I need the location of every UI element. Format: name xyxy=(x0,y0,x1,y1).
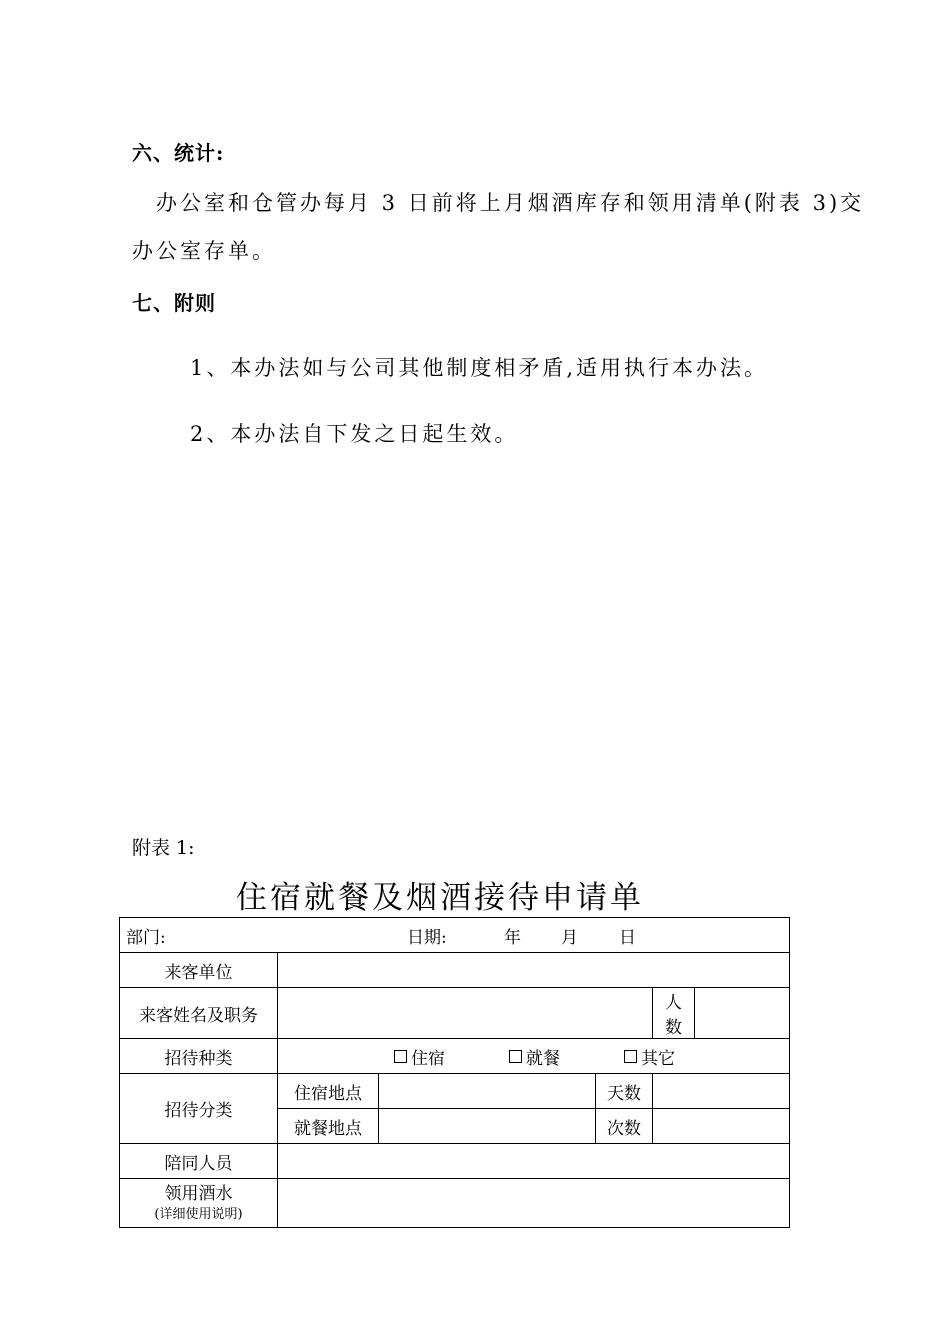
section-6-heading: 六、统计: xyxy=(132,141,225,165)
times-label: 次数 xyxy=(596,1109,653,1144)
form-row-header xyxy=(120,918,790,953)
form-row-reception-type xyxy=(120,1039,790,1074)
section-7-item-1: 1、本办法如与公司其他制度相矛盾,适用执行本办法。 xyxy=(190,356,769,380)
section-7-item-2: 2、本办法自下发之日起生效。 xyxy=(190,422,519,446)
dining-option-label: 就餐 xyxy=(526,1048,561,1069)
people-count-label: 人数 xyxy=(653,988,695,1039)
drinks-label-cell xyxy=(120,1179,278,1228)
drinks-label: 领用酒水 xyxy=(164,1183,233,1204)
form-row-drinks xyxy=(120,1179,790,1228)
form-row-guest-name xyxy=(120,988,790,1039)
other-option[interactable] xyxy=(624,1044,675,1069)
form-row-accompany xyxy=(120,1144,790,1179)
lodging-place-label: 住宿地点 xyxy=(278,1074,379,1109)
dining-place-label: 就餐地点 xyxy=(278,1109,379,1144)
reception-category-label: 招待分类 xyxy=(120,1074,278,1144)
guest-name-title-label: 来客姓名及职务 xyxy=(120,988,278,1039)
checkbox-icon[interactable] xyxy=(624,1050,637,1063)
times-field[interactable] xyxy=(653,1109,790,1144)
dining-place-field[interactable] xyxy=(379,1109,596,1144)
checkbox-icon[interactable] xyxy=(509,1050,522,1063)
form-title: 住宿就餐及烟酒接待申请单 xyxy=(236,880,644,916)
other-option-label: 其它 xyxy=(641,1048,676,1069)
drinks-note-label: (详细使用说明) xyxy=(154,1206,243,1222)
reception-type-options xyxy=(278,1039,790,1074)
department-label: 部门: xyxy=(126,927,166,948)
form-row-lodging xyxy=(120,1074,790,1109)
day-label: 日 xyxy=(619,927,636,948)
form-row-guest-unit xyxy=(120,953,790,988)
year-label: 年 xyxy=(504,927,521,948)
days-label: 天数 xyxy=(596,1074,653,1109)
lodging-option[interactable] xyxy=(394,1044,445,1069)
lodging-place-field[interactable] xyxy=(379,1074,596,1109)
section-7-heading: 七、附则 xyxy=(132,291,216,315)
checkbox-icon[interactable] xyxy=(394,1050,407,1063)
month-label: 月 xyxy=(561,927,578,948)
guest-name-title-field[interactable] xyxy=(278,988,653,1039)
reception-request-form xyxy=(119,917,790,1228)
guest-unit-field[interactable] xyxy=(278,953,790,988)
appendix-label: 附表 1: xyxy=(132,837,195,859)
people-count-field[interactable] xyxy=(695,988,790,1039)
accompany-field[interactable] xyxy=(278,1144,790,1179)
accompany-label: 陪同人员 xyxy=(120,1144,278,1179)
reception-type-label: 招待种类 xyxy=(120,1039,278,1074)
section-6-paragraph-line-1: 办公室和仓管办每月 3 日前将上月烟酒库存和领用清单(附表 3)交 xyxy=(156,191,865,215)
lodging-option-label: 住宿 xyxy=(411,1048,445,1069)
dining-option[interactable] xyxy=(509,1044,560,1069)
days-field[interactable] xyxy=(653,1074,790,1109)
guest-unit-label: 来客单位 xyxy=(120,953,278,988)
section-6-paragraph-line-2: 办公室存单。 xyxy=(132,239,276,263)
date-label: 日期: xyxy=(407,927,447,948)
drinks-field[interactable] xyxy=(278,1179,790,1228)
department-date-cell[interactable] xyxy=(120,918,790,953)
